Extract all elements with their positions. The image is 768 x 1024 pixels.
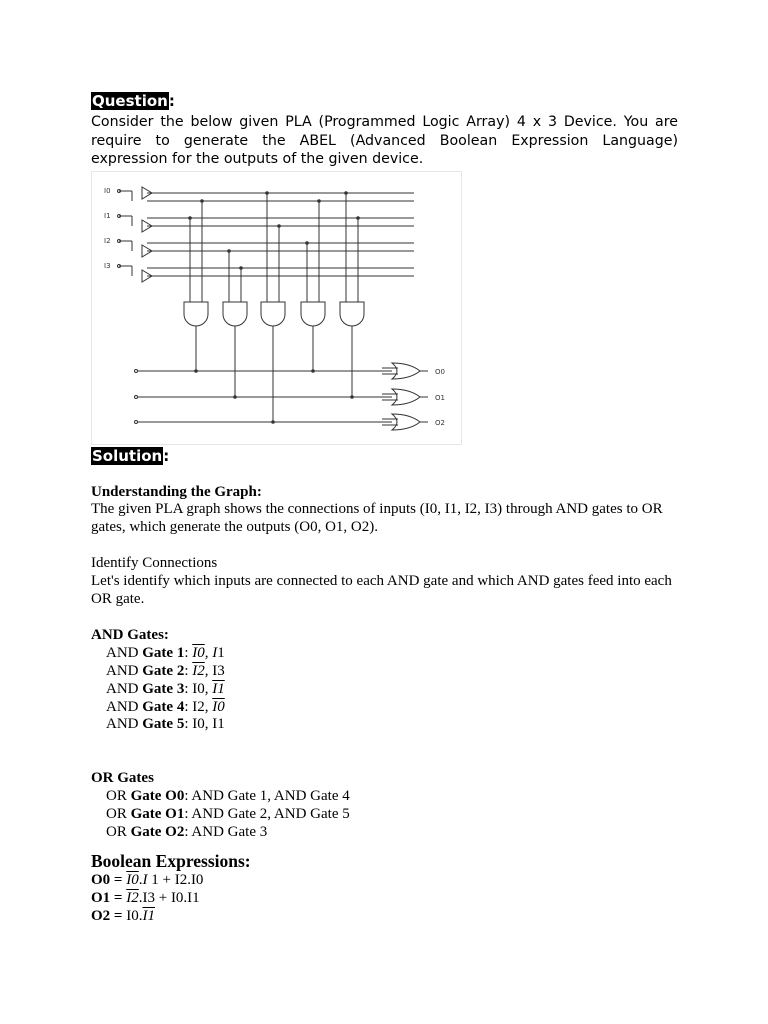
expression-term: 1 + I2.I0 [147,872,204,888]
diagram-input-label: I2 [104,236,111,245]
and-gate-prefix: AND [106,644,143,661]
solution-colon: : [163,446,170,465]
and-gate-name: Gate 1 [142,644,185,661]
question-colon: : [168,92,175,110]
and-gate-input-b: I1 [212,680,225,697]
question-text: Consider the below given PLA (Programmed Logic Array) 4 x 3 Device. You are require to generate the ABEL (Advanced Boolean Expression Language) expression for the outputs of the given device. [91,114,678,167]
or-gates-list [91,788,678,842]
and-gate-input-a: I2 [192,698,205,715]
and-gate-prefix: AND [106,680,143,697]
and-gate-prefix: AND [106,716,143,733]
and-gate-sep: : [184,662,193,679]
or-gate-name: Gate O2 [130,824,185,841]
and-gate-input-b: I0 [212,698,225,715]
question-section [91,92,678,169]
and-gate-sep: : [184,716,193,733]
and-gate-name: Gate 2 [142,662,185,679]
and-gate-sep: , [204,698,213,715]
expression-lhs: O1 [91,889,111,906]
and-gate-sep: : [184,680,193,697]
or-gate-text: : AND Gate 3 [184,824,268,841]
or-gate-prefix: OR [106,806,131,823]
expression-eq: = [110,889,127,906]
and-gate-name: Gate 4 [142,698,185,715]
and-gate-sep: , [204,680,213,697]
and-gate-tail: 1 [217,644,225,661]
and-gates-heading: AND Gates: [91,626,169,643]
and-gate-input-b: I1 [212,716,225,733]
pla-diagram-svg [92,172,461,444]
and-gate-input-b: I3 [212,662,225,679]
expression-term: I0 [126,872,139,888]
and-gate-sep: , [204,662,213,679]
and-gate-name: Gate 3 [142,680,185,697]
solution-label: Solution [92,446,163,465]
and-gate-input-a: I0 [192,680,205,697]
and-gates-list [91,645,678,735]
and-gate-row [91,716,678,734]
expressions-list [91,872,678,926]
identify-text: Let's identify which inputs are connected to each AND gate and which AND gates feed into each OR gate. [91,573,672,608]
expression-term: I [142,872,148,888]
or-gate-row [91,824,678,842]
and-gate-sep: , [204,716,213,733]
and-gate-input-a: I2 [192,662,205,679]
and-gate-name: Gate 5 [142,716,185,733]
and-gate-input-a: I0 [192,644,205,661]
and-gate-row [91,645,678,663]
expression-term: I1 [142,907,155,924]
or-gate-prefix: OR [106,824,131,841]
and-gate-row [91,681,678,699]
expression-row [91,890,678,908]
and-gate-input-a: I0 [192,716,205,733]
or-gate-prefix: OR [106,788,131,805]
expression-row [91,872,678,890]
document-page [91,92,678,926]
and-gate-input-b: I [212,644,218,661]
understanding-heading: Understanding the Graph: [91,483,262,500]
and-gate-row [91,699,678,717]
or-gate-name: Gate O1 [130,806,185,823]
expression-lhs: O0 [91,872,111,888]
or-gate-text: : AND Gate 1, AND Gate 4 [184,788,350,805]
expression-term: I3 + I0.I1 [142,889,200,906]
expression-lhs: O2 [91,907,111,924]
or-gate-name: Gate O0 [130,788,185,805]
diagram-output-label: O2 [435,418,445,427]
expression-row [91,908,678,926]
expression-term: . [138,889,143,906]
diagram-input-label: I0 [104,186,111,195]
expression-term: I2 [126,889,139,906]
and-gate-prefix: AND [106,662,143,679]
or-gate-row [91,788,678,806]
or-gates-heading: OR Gates [91,770,154,787]
and-gate-sep: : [184,644,193,661]
pla-diagram [91,171,462,445]
question-label: Question [92,92,168,110]
solution-section [91,447,678,926]
or-gate-row [91,806,678,824]
diagram-output-label: O1 [435,393,445,402]
expression-eq: = [110,907,127,924]
understanding-text: The given PLA graph shows the connections of inputs (I0, I1, I2, I3) through AND gates to OR gates, which generate the outputs (O0, O1, O2). [91,501,663,536]
expression-eq: = [110,872,127,888]
expression-term: I0. [126,907,143,924]
diagram-input-label: I1 [104,211,111,220]
boolean-expressions-heading: Boolean Expressions: [91,851,251,871]
expression-term: . [138,872,143,888]
identify-heading: Identify Connections [91,555,218,572]
and-gate-sep: , [204,644,213,661]
and-gate-sep: : [184,698,193,715]
diagram-output-label: O0 [435,367,445,376]
or-gate-text: : AND Gate 2, AND Gate 5 [184,806,350,823]
diagram-input-label: I3 [104,261,111,270]
and-gate-prefix: AND [106,698,143,715]
and-gate-row [91,663,678,681]
